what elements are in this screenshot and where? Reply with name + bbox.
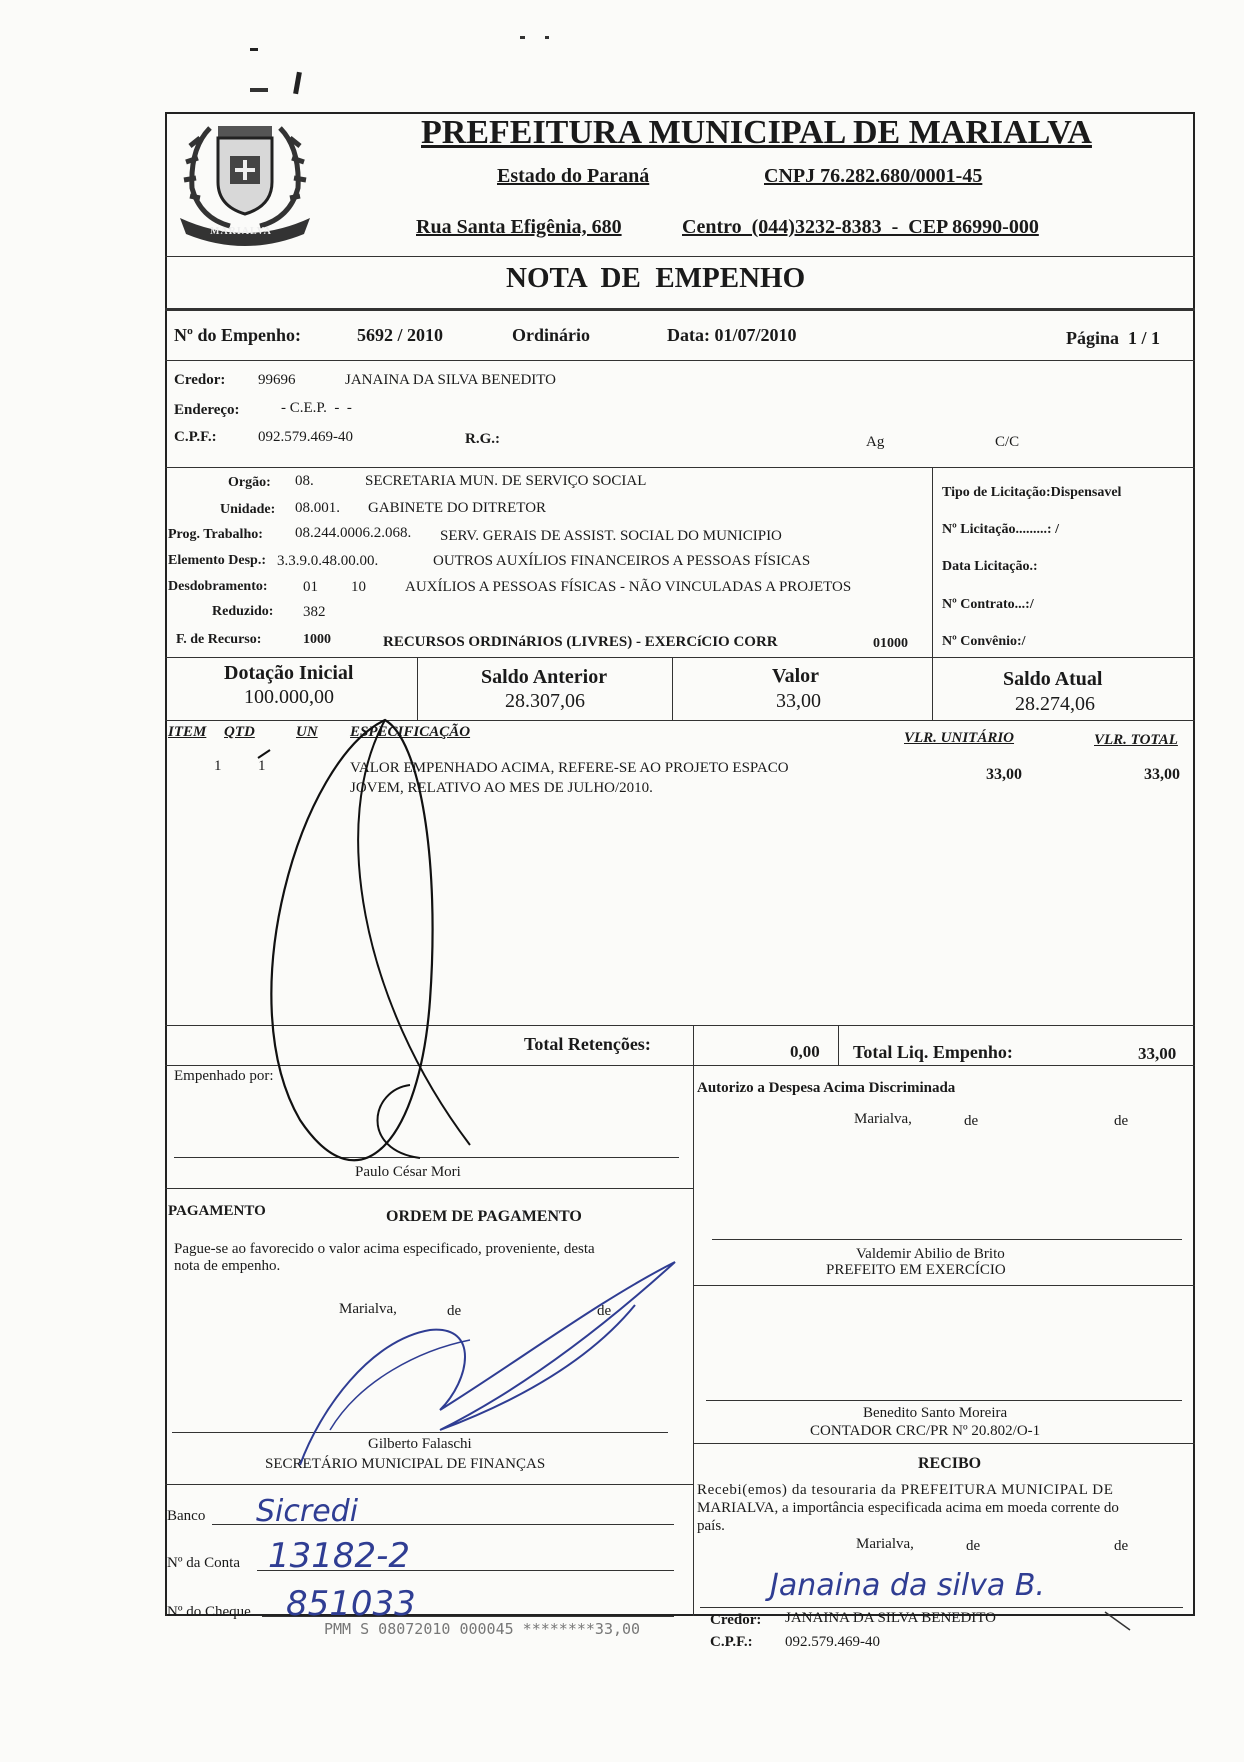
divider <box>165 360 1195 361</box>
pagamento-de1: de <box>447 1303 462 1319</box>
orgao-code: 08. <box>295 473 314 489</box>
prog-label: Prog. Trabalho: <box>168 527 263 542</box>
recibo-title: RECIBO <box>918 1455 982 1472</box>
page-number: Página 1 / 1 <box>1066 328 1161 348</box>
valor-value: 33,00 <box>776 690 821 712</box>
recurso-code2: 01000 <box>873 636 908 651</box>
recibo-place: Marialva, <box>856 1536 914 1552</box>
reduzido-value: 382 <box>303 604 326 620</box>
elemento-label: Elemento Desp.: <box>168 553 266 568</box>
signature-line <box>700 1607 1183 1608</box>
saldo-atual-value: 28.274,06 <box>1015 693 1095 715</box>
divider <box>165 1025 1195 1026</box>
col-especificacao: ESPECIFICAÇÃO <box>350 724 471 740</box>
prefeito-role: PREFEITO EM EXERCÍCIO <box>826 1262 1006 1278</box>
valor-label: Valor <box>772 665 820 687</box>
col-un: UN <box>296 724 318 740</box>
endereco-label: Endereço: <box>174 402 240 418</box>
retencoes-value: 0,00 <box>790 1042 820 1061</box>
divider <box>165 657 1195 658</box>
recibo-credor-label: Credor: <box>710 1612 762 1628</box>
empenho-number-label: Nº do Empenho: <box>174 325 301 345</box>
prog-code: 08.244.0006.2.068. <box>295 525 412 541</box>
credor-code: 99696 <box>258 372 296 388</box>
header-cnpj: CNPJ 76.282.680/0001-45 <box>764 165 983 187</box>
divider <box>838 1025 839 1065</box>
reduzido-label: Reduzido: <box>212 604 274 619</box>
scan-speck <box>293 72 302 95</box>
licitacao-tipo: Tipo de Licitação:Dispensavel <box>942 485 1122 500</box>
credor-label: Credor: <box>174 372 226 388</box>
header-state: Estado do Paraná <box>497 165 650 187</box>
autorizo-de1: de <box>964 1113 979 1129</box>
header-address: Rua Santa Efigênia, 680 <box>416 216 622 238</box>
saldo-anterior-value: 28.307,06 <box>505 690 585 712</box>
divider <box>932 657 933 720</box>
header-title: PREFEITURA MUNICIPAL DE MARIALVA <box>421 114 1092 151</box>
scan-speck <box>250 48 258 51</box>
empenhado-name: Paulo César Mori <box>355 1164 461 1180</box>
banco-value: Sicredi <box>256 1494 359 1529</box>
ordem-title: ORDEM DE PAGAMENTO <box>386 1208 582 1225</box>
pagamento-text2: nota de empenho. <box>174 1258 281 1274</box>
divider <box>693 1285 1195 1286</box>
divider <box>165 1065 1195 1066</box>
endereco-value: - C.E.P. - - <box>281 400 352 416</box>
recibo-text3: país. <box>697 1518 725 1534</box>
recibo-credor-value: JANAINA DA SILVA BENEDITO <box>785 1610 996 1626</box>
unidade-value: GABINETE DO DITRETOR <box>368 500 547 516</box>
retencoes-label: Total Retenções: <box>524 1034 651 1054</box>
orgao-label: Orgão: <box>228 475 271 490</box>
divider <box>165 1484 693 1485</box>
col-qtd: QTD <box>224 724 255 740</box>
cpf-label: C.P.F.: <box>174 429 217 445</box>
item-vlr-total: 33,00 <box>1144 766 1180 783</box>
autorizo-de2: de <box>1114 1113 1129 1129</box>
dotacao-inicial-value: 100.000,00 <box>244 686 334 708</box>
unidade-code: 08.001. <box>295 500 340 516</box>
divider <box>165 720 1195 721</box>
cheque-value: 851033 <box>286 1584 416 1624</box>
secretario-name: Gilberto Falaschi <box>368 1436 472 1452</box>
liq-label: Total Liq. Empenho: <box>853 1042 1013 1062</box>
divider <box>693 1065 694 1616</box>
divider <box>693 1443 1195 1444</box>
recibo-cpf-label: C.P.F.: <box>710 1634 753 1650</box>
pagamento-de2: de <box>597 1303 612 1319</box>
recurso-code: 1000 <box>303 632 331 647</box>
empenho-number: 5692 / 2010 <box>357 325 444 345</box>
divider <box>165 308 1195 311</box>
conta-label: Nº da Conta <box>167 1555 240 1571</box>
rg-label: R.G.: <box>465 431 500 447</box>
autorizo-place: Marialva, <box>854 1111 912 1127</box>
recurso-label: F. de Recurso: <box>176 632 262 647</box>
recibo-text1: Recebi(emos) da tesouraria da PREFEITURA MUNICIPAL DE <box>697 1482 1114 1498</box>
dotacao-inicial-label: Dotação Inicial <box>224 662 354 684</box>
saldo-anterior-label: Saldo Anterior <box>481 666 608 688</box>
unidade-label: Unidade: <box>220 502 276 517</box>
desdob-value: AUXÍLIOS A PESSOAS FÍSICAS - NÃO VINCULADAS A PROJETOS <box>405 579 852 595</box>
scan-speck <box>520 36 525 39</box>
desdob-code2: 10 <box>351 579 366 595</box>
empenho-type: Ordinário <box>512 325 591 345</box>
item-spec-line2: JOVEM, RELATIVO AO MES DE JULHO/2010. <box>350 780 653 796</box>
signature-line <box>174 1157 679 1158</box>
elemento-code: 3.3.9.0.48.00.00. <box>277 553 379 569</box>
empenhado-label: Empenhado por: <box>174 1068 274 1084</box>
signature-line <box>706 1400 1182 1401</box>
divider <box>165 1188 693 1189</box>
divider <box>672 657 673 720</box>
pagamento-text1: Pague-se ao favorecido o valor acima especificado, proveniente, desta <box>174 1241 595 1257</box>
orgao-value: SECRETARIA MUN. DE SERVIÇO SOCIAL <box>365 473 647 489</box>
desdob-label: Desdobramento: <box>168 579 268 594</box>
conta-value: 13182-2 <box>268 1536 411 1576</box>
autorizo-title: Autorizo a Despesa Acima Discriminada <box>697 1080 956 1096</box>
item-vlr-unitario: 33,00 <box>986 766 1022 783</box>
pagamento-title: PAGAMENTO <box>168 1203 266 1219</box>
recibo-signature: Janaina da silva B. <box>770 1568 1045 1603</box>
doc-title: NOTA DE EMPENHO <box>506 262 806 294</box>
item-spec-line1: VALOR EMPENHADO ACIMA, REFERE-SE AO PROJETO ESPACO <box>350 760 789 776</box>
divider <box>417 657 418 720</box>
recibo-de1: de <box>966 1538 981 1554</box>
header-contact: Centro (044)3232-8383 - CEP 86990-000 <box>682 216 1039 238</box>
cpf-value: 092.579.469-40 <box>258 429 353 445</box>
licitacao-contrato: Nº Contrato...:/ <box>942 597 1034 612</box>
signature-line <box>172 1432 668 1433</box>
footer-stamp: PMM S 08072010 000045 ********33,00 <box>324 1620 641 1638</box>
desdob-code1: 01 <box>303 579 318 595</box>
liq-value: 33,00 <box>1138 1044 1177 1063</box>
prog-value: SERV. GERAIS DE ASSIST. SOCIAL DO MUNICIPIO <box>440 528 782 544</box>
prefeito-name: Valdemir Abilio de Brito <box>856 1246 1005 1262</box>
divider <box>165 467 1195 468</box>
cheque-label: Nº do Cheque <box>167 1604 251 1620</box>
contador-role: CONTADOR CRC/PR Nº 20.802/O-1 <box>810 1423 1041 1439</box>
signature-line <box>712 1239 1182 1240</box>
credor-name: JANAINA DA SILVA BENEDITO <box>345 372 556 388</box>
recurso-value: RECURSOS ORDINáRIOS (LIVRES) - EXERCíCIO CORR <box>383 634 778 650</box>
col-vlr-total: VLR. TOTAL <box>1094 732 1178 748</box>
ag-label: Ag <box>866 434 885 450</box>
saldo-atual-label: Saldo Atual <box>1003 668 1103 690</box>
elemento-value: OUTROS AUXÍLIOS FINANCEIROS A PESSOAS FÍSICAS <box>433 553 811 569</box>
scan-speck <box>545 36 549 39</box>
pagamento-place: Marialva, <box>339 1301 397 1317</box>
scan-speck <box>250 88 268 92</box>
divider <box>165 256 1195 257</box>
recibo-cpf-value: 092.579.469-40 <box>785 1634 880 1650</box>
licitacao-numero: Nº Licitação.........: / <box>942 522 1059 537</box>
empenho-date: Data: 01/07/2010 <box>667 325 797 345</box>
banco-label: Banco <box>167 1508 206 1524</box>
divider <box>932 467 933 657</box>
recibo-text2: MARIALVA, a importância especificada acima em moeda corrente do <box>697 1500 1119 1516</box>
divider <box>693 1025 694 1065</box>
seal-text: MARIALVA <box>210 226 272 237</box>
cc-label: C/C <box>995 434 1020 450</box>
col-vlr-unitario: VLR. UNITÁRIO <box>904 730 1015 746</box>
licitacao-convenio: Nº Convênio:/ <box>942 634 1026 649</box>
secretario-role: SECRETÁRIO MUNICIPAL DE FINANÇAS <box>265 1456 546 1472</box>
item-number: 1 <box>214 758 222 774</box>
item-qtd: 1 <box>258 758 266 774</box>
licitacao-data: Data Licitação.: <box>942 559 1038 574</box>
contador-name: Benedito Santo Moreira <box>863 1405 1008 1421</box>
recibo-de2: de <box>1114 1538 1129 1554</box>
col-item: ITEM <box>168 724 207 740</box>
